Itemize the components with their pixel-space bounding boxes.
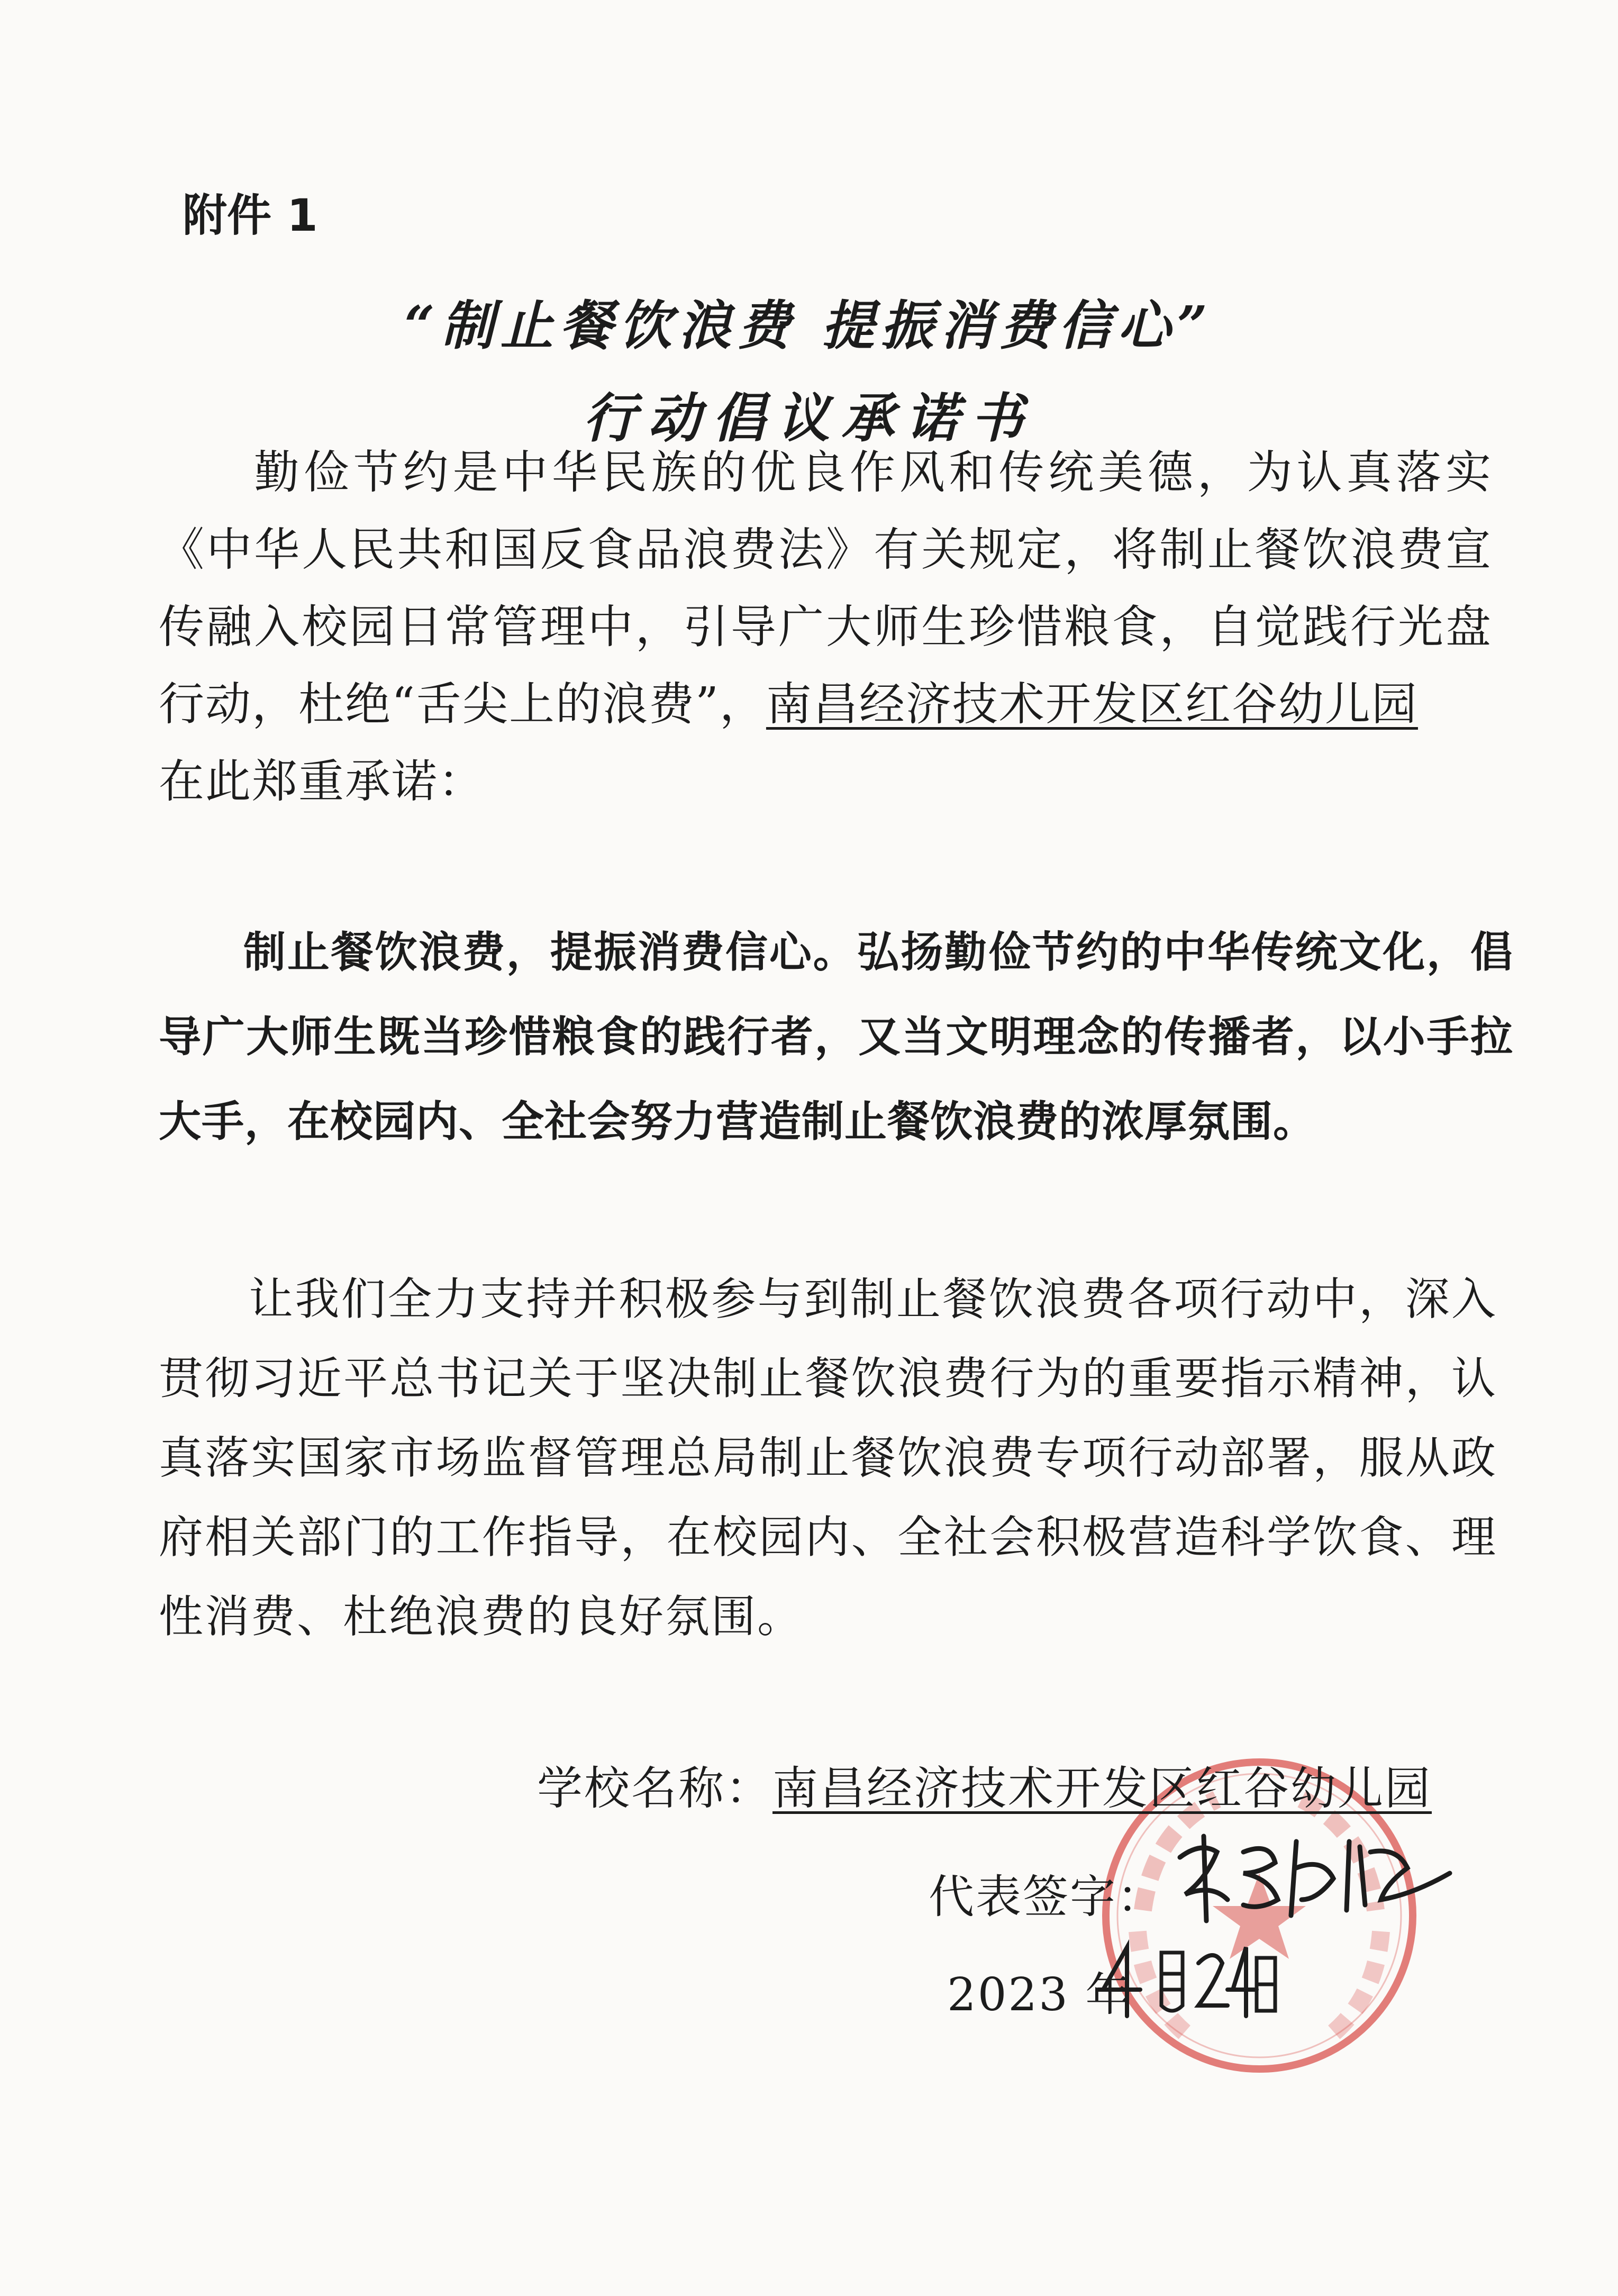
handwritten-signature [1164,1820,1460,1937]
intro-commitment: 在此郑重承诺： [159,755,485,808]
paragraph-support: 让我们全力支持并积极参与到制止餐饮浪费各项行动中，深入贯彻习近平总书记关于坚决制止餐饮浪费行为的重要指示精神，认真落实国家市场监督管理总局制止餐饮浪费专项行动部署，服从政府相关部门的工作指导，在校园内、全社会积极营造科学饮食、理性消费、杜绝浪费的良好氛围。 [159,1273,1497,1642]
title-line-2: 行动倡议承诺书 [583,387,1035,449]
school-name-label: 学校名称： [537,1762,772,1815]
attachment-label: 附件 1 [183,189,318,241]
intro-school-name: 南昌经济技术开发区红谷幼儿园 [766,678,1418,731]
representative-signature-label: 代表签字： [929,1871,1164,1923]
paragraph-commitment-bold: 制止餐饮浪费，提振消费信心。弘扬勤俭节约的中华传统文化，倡导广大师生既当珍惜粮食的践行者，又当文明理念的传播者，以小手拉大手，在校园内、全社会努力营造制止餐饮浪费的浓厚氛围。 [159,928,1513,1146]
paragraph-intro [159,434,1492,820]
signing-date: 2023 年 [947,1968,1133,2021]
school-name-row [537,1752,1432,1817]
handwritten-date [1087,1926,1278,2032]
school-name-value: 南昌经济技术开发区红谷幼儿园 [772,1762,1432,1815]
title-line-1: “制止餐饮浪费 提振消费信心” [404,294,1214,357]
intro-text: 勤俭节约是中华民族的优良作风和传统美德，为认真落实《中华人民共和国反食品浪费法》有关规定，将制止餐饮浪费宣传融入校园日常管理中，引导广大师生珍惜粮食，自觉践行光盘行动，杜绝“舌尖上的浪费”， [159,446,1492,731]
